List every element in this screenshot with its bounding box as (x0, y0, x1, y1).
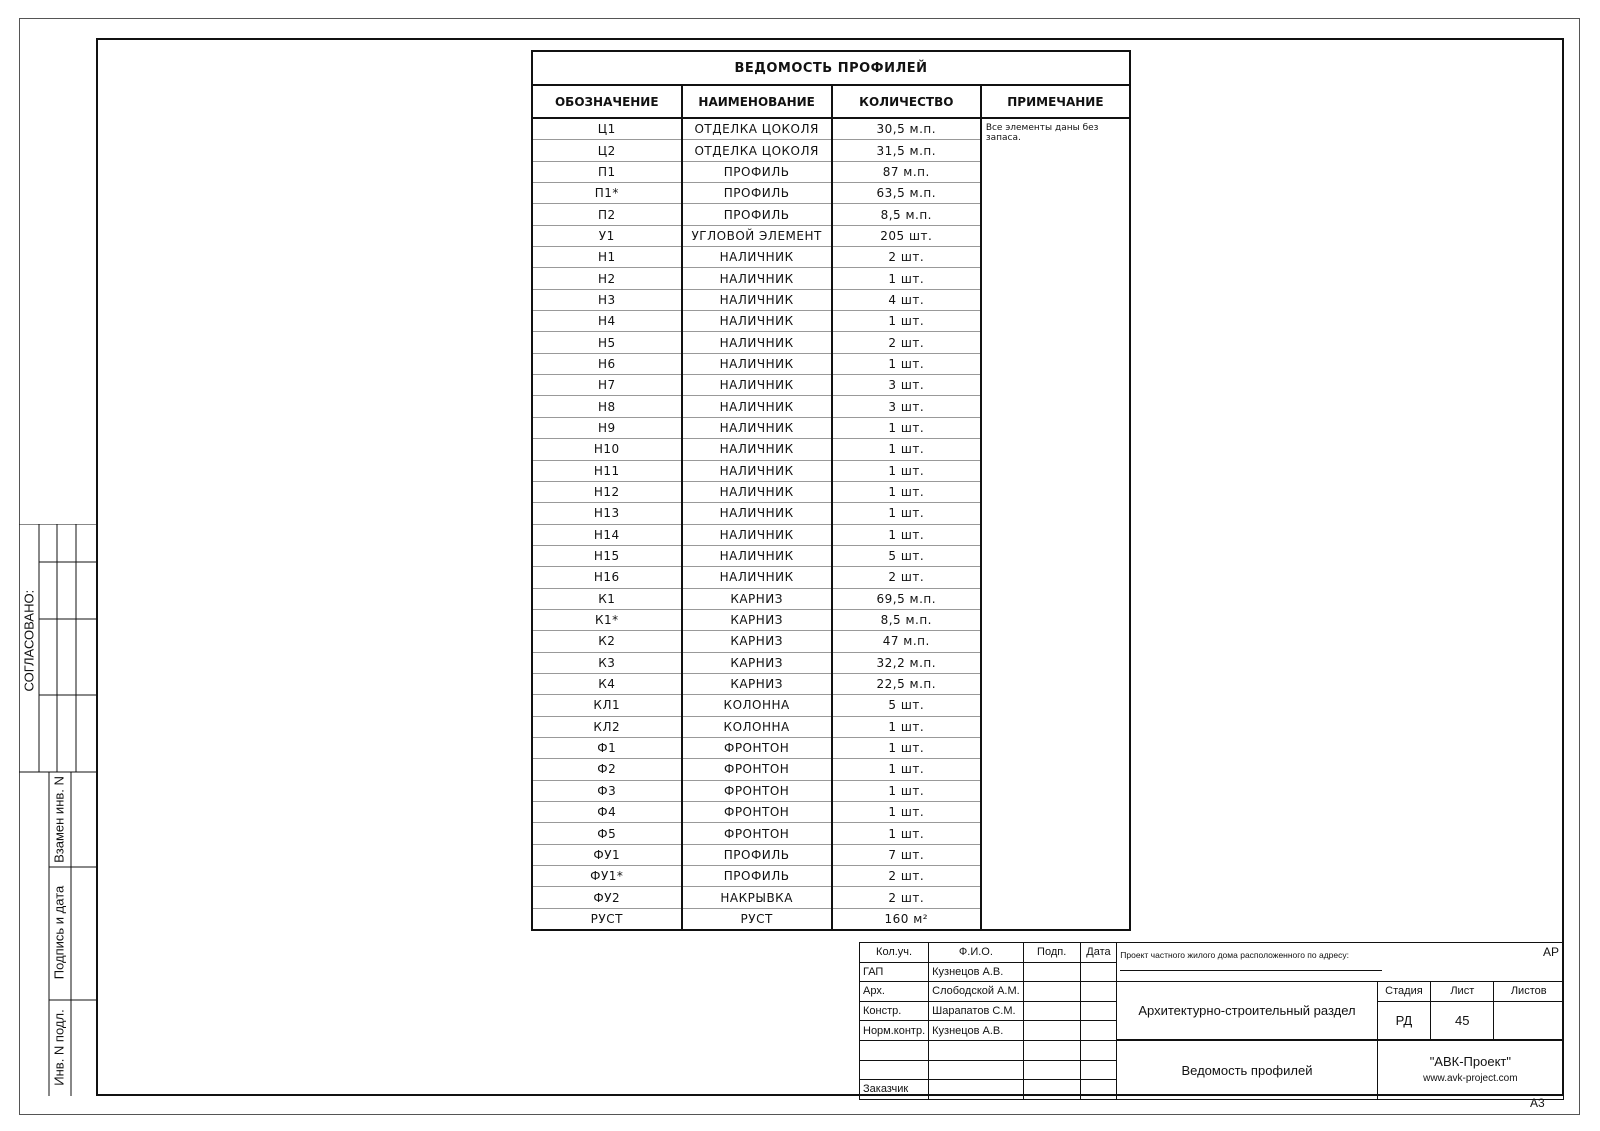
cell-name: ПРОФИЛЬ (682, 204, 832, 225)
original-inventory-label: Инв. N подл. (51, 1009, 67, 1086)
cell-quantity: 30,5 м.п. (832, 118, 981, 140)
cell-name: КАРНИЗ (682, 673, 832, 694)
cell-designation: Н15 (532, 545, 682, 566)
cell-quantity: 4 шт. (832, 289, 981, 310)
cell-name: НАЛИЧНИК (682, 247, 832, 268)
cell-designation: Н2 (532, 268, 682, 289)
cell-designation: Н10 (532, 439, 682, 460)
cell-name: ФРОНТОН (682, 780, 832, 801)
cell-designation: П2 (532, 204, 682, 225)
profiles-schedule-table (531, 50, 1131, 931)
cell-name: НАЛИЧНИК (682, 375, 832, 396)
tb-stage: РД (1377, 1001, 1431, 1040)
cell-designation: Н1 (532, 247, 682, 268)
tb-person: Кузнецов А.В. (929, 1021, 1024, 1041)
cell-name: ФРОНТОН (682, 737, 832, 758)
cell-quantity: 63,5 м.п. (832, 183, 981, 204)
cell-designation: ФУ2 (532, 887, 682, 908)
cell-name: КОЛОННА (682, 695, 832, 716)
cell-name: ПРОФИЛЬ (682, 866, 832, 887)
cell-designation: Ф5 (532, 823, 682, 844)
cell-quantity: 2 шт. (832, 247, 981, 268)
cell-name: НАЛИЧНИК (682, 396, 832, 417)
cell-designation: КЛ1 (532, 695, 682, 716)
signature-date-label: Подпись и дата (51, 885, 67, 980)
cell-note: Все элементы даны без запаса. (981, 118, 1130, 930)
cell-quantity: 1 шт. (832, 780, 981, 801)
tb-drawing-name: Ведомость профилей (1117, 1040, 1377, 1099)
tb-header-signature: Подп. (1023, 943, 1080, 963)
cell-designation: Н7 (532, 375, 682, 396)
header-name: НАИМЕНОВАНИЕ (682, 85, 832, 118)
agreed-label: СОГЛАСОВАНО: (21, 589, 37, 692)
cell-designation: Ф4 (532, 802, 682, 823)
cell-quantity: 1 шт. (832, 716, 981, 737)
cell-name: НАЛИЧНИК (682, 567, 832, 588)
cell-designation: Н13 (532, 503, 682, 524)
cell-quantity: 1 шт. (832, 439, 981, 460)
cell-quantity: 1 шт. (832, 417, 981, 438)
cell-name: НАЛИЧНИК (682, 311, 832, 332)
cell-name: НАЛИЧНИК (682, 503, 832, 524)
header-designation: ОБОЗНАЧЕНИЕ (532, 85, 682, 118)
cell-quantity: 8,5 м.п. (832, 609, 981, 630)
cell-name: КОЛОННА (682, 716, 832, 737)
cell-name: НАКРЫВКА (682, 887, 832, 908)
cell-name: ПРОФИЛЬ (682, 161, 832, 182)
cell-designation: К4 (532, 673, 682, 694)
tb-sheets-count (1494, 1001, 1564, 1040)
cell-designation: У1 (532, 225, 682, 246)
cell-name: ПРОФИЛЬ (682, 183, 832, 204)
cell-designation: РУСТ (532, 908, 682, 930)
cell-designation: Н3 (532, 289, 682, 310)
cell-quantity: 1 шт. (832, 823, 981, 844)
cell-quantity: 87 м.п. (832, 161, 981, 182)
cell-designation: ФУ1 (532, 844, 682, 865)
tb-project-cell (1117, 943, 1564, 982)
tb-role: Арх. (860, 982, 929, 1002)
table-title: ВЕДОМОСТЬ ПРОФИЛЕЙ (532, 51, 1130, 85)
tb-customer: Заказчик (860, 1080, 929, 1100)
cell-name: КАРНИЗ (682, 588, 832, 609)
cell-name: НАЛИЧНИК (682, 417, 832, 438)
cell-quantity: 1 шт. (832, 481, 981, 502)
cell-quantity: 1 шт. (832, 353, 981, 374)
cell-designation: Ф1 (532, 737, 682, 758)
cell-designation: П1 (532, 161, 682, 182)
table-row (532, 118, 1130, 140)
cell-quantity: 22,5 м.п. (832, 673, 981, 694)
cell-designation: Ц2 (532, 140, 682, 161)
tb-role: Норм.контр. (860, 1021, 929, 1041)
sheet-format: А3 (1530, 1096, 1545, 1110)
tb-company-cell (1377, 1040, 1563, 1099)
cell-quantity: 3 шт. (832, 375, 981, 396)
cell-name: РУСТ (682, 908, 832, 930)
tb-person: Слободской А.М. (929, 982, 1024, 1002)
cell-name: КАРНИЗ (682, 652, 832, 673)
cell-designation: КЛ2 (532, 716, 682, 737)
cell-name: НАЛИЧНИК (682, 545, 832, 566)
cell-name: НАЛИЧНИК (682, 353, 832, 374)
cell-name: НАЛИЧНИК (682, 481, 832, 502)
cell-quantity: 1 шт. (832, 311, 981, 332)
cell-name: КАРНИЗ (682, 631, 832, 652)
cell-quantity: 47 м.п. (832, 631, 981, 652)
cell-designation: К1 (532, 588, 682, 609)
cell-designation: К1* (532, 609, 682, 630)
cell-name: ФРОНТОН (682, 759, 832, 780)
cell-quantity: 5 шт. (832, 545, 981, 566)
tb-role: Констр. (860, 1001, 929, 1021)
tb-code: АР (1542, 945, 1559, 959)
cell-designation: ФУ1* (532, 866, 682, 887)
cell-name: ФРОНТОН (682, 802, 832, 823)
cell-designation: Н8 (532, 396, 682, 417)
cell-designation: Ц1 (532, 118, 682, 140)
cell-quantity: 205 шт. (832, 225, 981, 246)
cell-quantity: 2 шт. (832, 332, 981, 353)
cell-designation: Н9 (532, 417, 682, 438)
cell-quantity: 69,5 м.п. (832, 588, 981, 609)
tb-header-change: Кол.уч. (860, 943, 929, 963)
cell-name: ПРОФИЛЬ (682, 844, 832, 865)
cell-name: НАЛИЧНИК (682, 439, 832, 460)
cell-quantity: 160 м² (832, 908, 981, 930)
replaced-inventory-label: Взамен инв. N (51, 776, 67, 863)
cell-quantity: 2 шт. (832, 567, 981, 588)
tb-header-date: Дата (1080, 943, 1117, 963)
header-note: ПРИМЕЧАНИЕ (981, 85, 1130, 118)
side-strip (19, 524, 96, 1096)
cell-name: НАЛИЧНИК (682, 289, 832, 310)
tb-person: Кузнецов А.В. (929, 962, 1024, 982)
cell-quantity: 1 шт. (832, 759, 981, 780)
cell-quantity: 5 шт. (832, 695, 981, 716)
cell-name: НАЛИЧНИК (682, 268, 832, 289)
cell-designation: Н11 (532, 460, 682, 481)
cell-designation: К2 (532, 631, 682, 652)
cell-name: НАЛИЧНИК (682, 332, 832, 353)
cell-name: ФРОНТОН (682, 823, 832, 844)
cell-designation: Н12 (532, 481, 682, 502)
cell-designation: Н16 (532, 567, 682, 588)
cell-designation: Ф2 (532, 759, 682, 780)
cell-quantity: 32,2 м.п. (832, 652, 981, 673)
tb-header-name: Ф.И.О. (929, 943, 1024, 963)
tb-role: ГАП (860, 962, 929, 982)
tb-sheets-label: Листов (1494, 982, 1564, 1002)
cell-quantity: 1 шт. (832, 503, 981, 524)
cell-quantity: 8,5 м.п. (832, 204, 981, 225)
cell-designation: Ф3 (532, 780, 682, 801)
header-quantity: КОЛИЧЕСТВО (832, 85, 981, 118)
cell-designation: Н6 (532, 353, 682, 374)
cell-quantity: 1 шт. (832, 737, 981, 758)
cell-name: КАРНИЗ (682, 609, 832, 630)
title-block (859, 942, 1564, 1100)
cell-quantity: 1 шт. (832, 460, 981, 481)
cell-name: НАЛИЧНИК (682, 524, 832, 545)
tb-address-underline (1120, 970, 1382, 971)
cell-quantity: 1 шт. (832, 524, 981, 545)
cell-quantity: 3 шт. (832, 396, 981, 417)
cell-quantity: 1 шт. (832, 268, 981, 289)
cell-designation: К3 (532, 652, 682, 673)
tb-person: Шарапатов С.М. (929, 1001, 1024, 1021)
cell-quantity: 1 шт. (832, 802, 981, 823)
cell-name: ОТДЕЛКА ЦОКОЛЯ (682, 140, 832, 161)
cell-name: УГЛОВОЙ ЭЛЕМЕНТ (682, 225, 832, 246)
tb-website: www.avk-project.com (1423, 1073, 1518, 1085)
tb-company: "АВК-Проект" (1429, 1054, 1511, 1070)
cell-quantity: 2 шт. (832, 887, 981, 908)
cell-designation: Н5 (532, 332, 682, 353)
cell-designation: Н4 (532, 311, 682, 332)
header-row (532, 85, 1130, 118)
tb-sheet-label: Лист (1431, 982, 1494, 1002)
cell-name: НАЛИЧНИК (682, 460, 832, 481)
cell-designation: П1* (532, 183, 682, 204)
tb-sheet-number: 45 (1431, 1001, 1494, 1040)
cell-designation: Н14 (532, 524, 682, 545)
tb-project-address: Проект частного жилого дома расположенного по адресу: (1120, 950, 1349, 960)
cell-quantity: 31,5 м.п. (832, 140, 981, 161)
cell-quantity: 2 шт. (832, 866, 981, 887)
cell-quantity: 7 шт. (832, 844, 981, 865)
tb-section: Архитектурно-строительный раздел (1117, 982, 1377, 1041)
tb-stage-label: Стадия (1377, 982, 1431, 1002)
cell-name: ОТДЕЛКА ЦОКОЛЯ (682, 118, 832, 140)
